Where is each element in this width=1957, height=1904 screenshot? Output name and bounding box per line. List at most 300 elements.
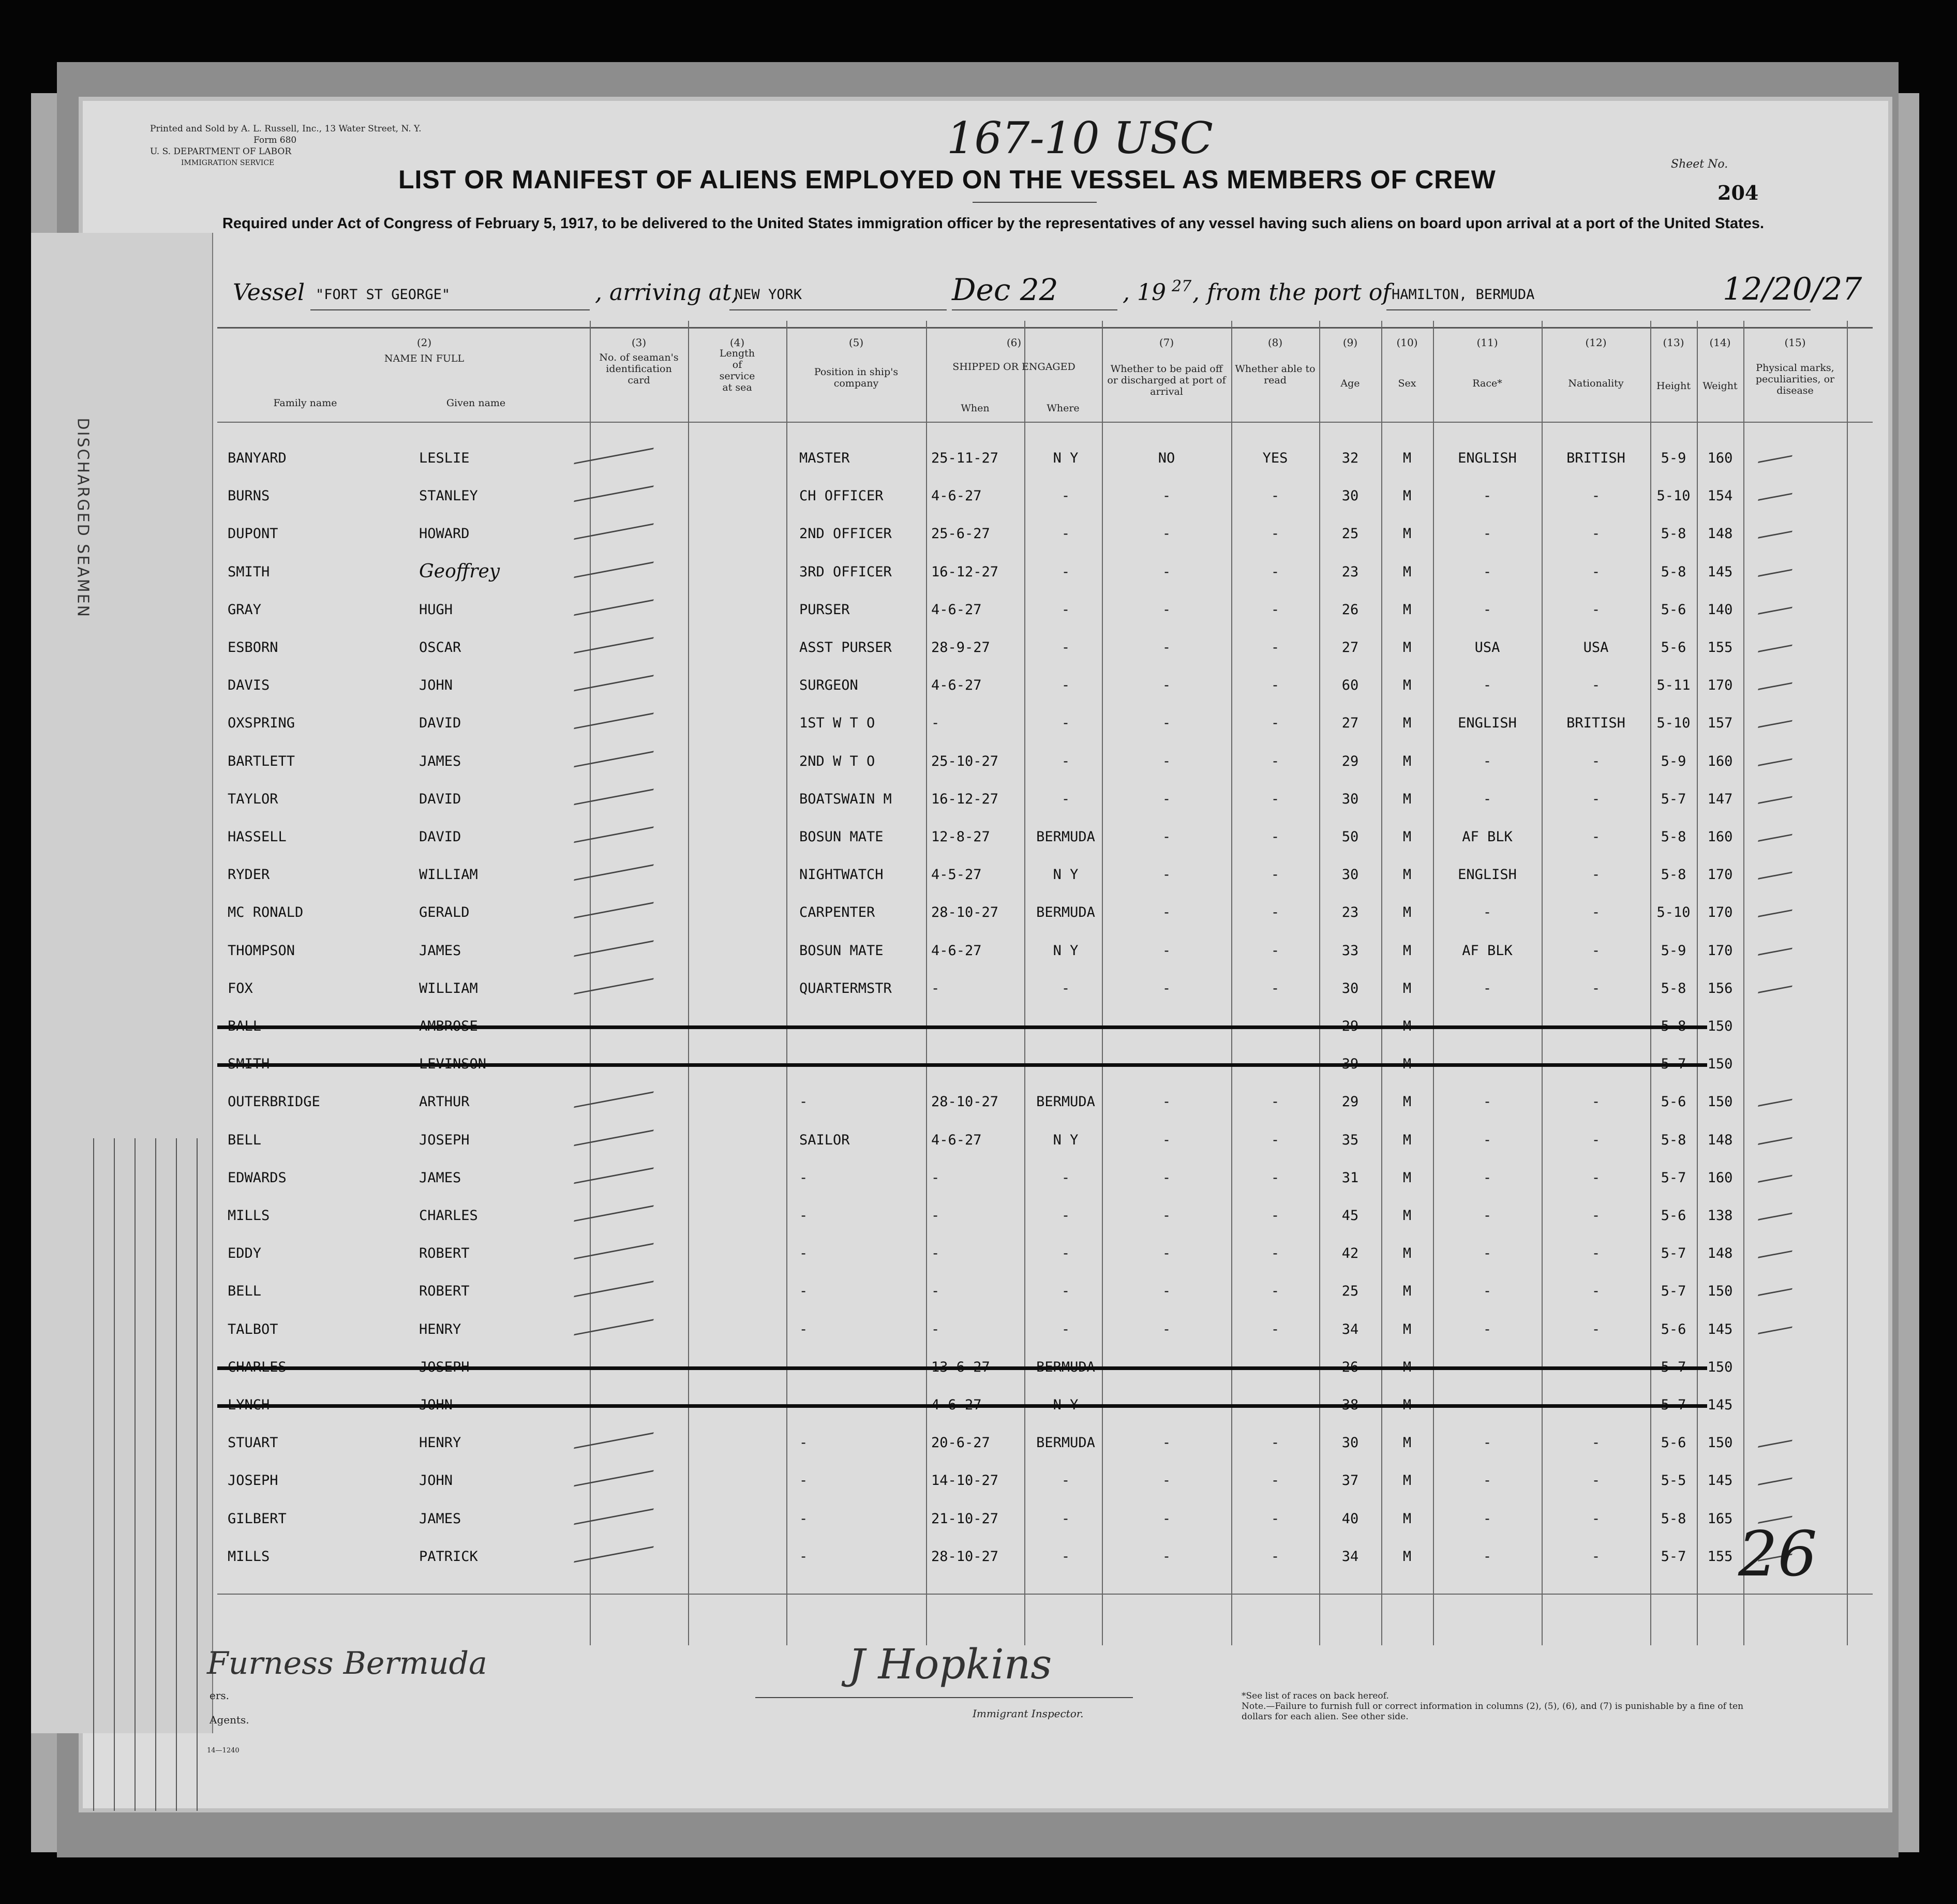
cell-nationality: - [1591,867,1601,883]
cell-where: N Y [1053,867,1079,883]
cell-when: 12-8-27 [931,829,990,845]
cell-read: - [1271,526,1280,542]
cell-given: JOHN [419,677,453,694]
cell-sex: M [1402,904,1412,921]
strike-through-line [217,1366,1707,1370]
table-row [217,1283,1873,1320]
table-top-rule [217,327,1873,329]
table-row [217,753,1873,791]
cell-family: ESBORN [228,639,278,656]
cell-given: CHARLES [419,1208,478,1224]
cell-where: - [1061,563,1070,580]
footer-note-1: *See list of races on back hereof. [1242,1691,1389,1701]
cell-race: USA [1474,639,1500,656]
col6-where-label: Where [1047,403,1080,414]
col15-label: Physical marks, peculiarities, or disease [1755,362,1835,396]
cell-nationality: - [1591,1208,1601,1224]
cell-nationality: - [1591,526,1601,542]
cell-race: - [1483,1548,1492,1565]
cell-weight: 160 [1707,829,1733,845]
cell-race: - [1483,563,1492,580]
cell-age: 27 [1341,715,1359,732]
cell-weight: 165 [1707,1510,1733,1527]
cell-sex: M [1402,1321,1412,1337]
cell-height: 5-10 [1656,715,1691,732]
cell-when: 4-6-27 [931,677,982,694]
cell-sex: M [1402,450,1412,466]
inspector-label: Immigrant Inspector. [973,1707,1084,1720]
cell-read: - [1271,753,1280,769]
cell-height: 5-9 [1661,942,1686,959]
cell-where: - [1061,639,1070,656]
cell-nationality: BRITISH [1566,715,1625,732]
cell-height: 5-5 [1661,1472,1686,1489]
cell-where: - [1061,980,1070,996]
arriving-port: NEW YORK [735,287,802,303]
cell-age: 45 [1341,1208,1359,1224]
cell-position: MASTER [799,450,850,466]
cell-paid: - [1162,980,1171,996]
cell-weight: 154 [1707,488,1733,504]
cell-nationality: - [1591,1472,1601,1489]
cell-read: - [1271,904,1280,921]
cell-paid: - [1162,1208,1171,1224]
cell-where: - [1061,601,1070,618]
cell-read: - [1271,980,1280,996]
cell-sex: M [1402,488,1412,504]
cell-family: HASSELL [228,829,287,845]
cell-age: 30 [1341,1435,1359,1451]
cell-position: BOSUN MATE [799,942,884,959]
sheet-number: 204 [1717,181,1759,204]
cell-weight: 155 [1707,639,1733,656]
col5-num: (5) [848,336,864,349]
cell-position: 3RD OFFICER [799,563,892,580]
table-row [217,791,1873,828]
cell-position: - [799,1435,808,1451]
cell-race: - [1483,1132,1492,1148]
cell-family: MILLS [228,1548,270,1565]
table-row [217,1359,1873,1396]
cell-height: 5-10 [1656,488,1691,504]
cell-position: 1ST W T O [799,715,875,732]
cell-paid: - [1162,829,1171,845]
cell-height: 5-6 [1661,1321,1686,1337]
table-row [217,1056,1873,1093]
cell-read: - [1271,1548,1280,1565]
cell-read: - [1271,1169,1280,1186]
col2-given-label: Given name [446,397,506,409]
cell-paid: - [1162,791,1171,807]
cell-height: 5-6 [1661,1208,1686,1224]
printer-line-4: IMMIGRATION SERVICE [181,159,275,167]
cell-given: LESLIE [419,450,470,466]
cell-position: 2ND OFFICER [799,526,892,542]
strip-ruling [93,1138,207,1811]
cell-position: NIGHTWATCH [799,867,884,883]
cell-family: OUTERBRIDGE [228,1094,320,1110]
cell-read: - [1271,1283,1280,1300]
date-underline [952,309,1117,310]
discharged-seamen-strip [31,233,213,1733]
cell-where: - [1061,1321,1070,1337]
cell-paid: - [1162,639,1171,656]
table-row [217,1435,1873,1472]
col2-num: (2) [416,336,432,349]
cell-when: 4-6-27 [931,488,982,504]
cell-age: 29 [1341,753,1359,769]
cell-family: BELL [228,1132,262,1148]
cell-weight: 170 [1707,867,1733,883]
cell-position: PURSER [799,601,850,618]
cell-paid: - [1162,904,1171,921]
cell-given: OSCAR [419,639,461,656]
cell-race: - [1483,791,1492,807]
cell-when: 25-10-27 [931,753,999,769]
cell-race: - [1483,1321,1492,1337]
printer-line-3: U. S. DEPARTMENT OF LABOR [150,146,292,157]
col6-when-label: When [961,403,990,414]
cell-sex: M [1402,1169,1412,1186]
cell-given: DAVID [419,829,461,845]
cell-weight: 145 [1707,563,1733,580]
cell-where: - [1061,1510,1070,1527]
table-row [217,1208,1873,1245]
cell-given: PATRICK [419,1548,478,1565]
table-row [217,1170,1873,1207]
col8-num: (8) [1267,336,1283,349]
col2-label: NAME IN FULL [384,353,465,364]
cell-age: 30 [1341,791,1359,807]
discharged-seamen-label: DISCHARGED SEAMEN [73,418,92,619]
cell-position: SURGEON [799,677,858,694]
col13-label: Height [1656,380,1691,392]
cell-race: - [1483,526,1492,542]
strike-through-line [217,1025,1707,1029]
col10-num: (10) [1396,336,1418,349]
cell-weight: 150 [1707,1435,1733,1451]
cell-position: BOATSWAIN M [799,791,892,807]
cell-when: 28-10-27 [931,1094,999,1110]
col4-label: Length of service at sea [719,348,755,393]
cell-nationality: - [1591,829,1601,845]
cell-when: 14-10-27 [931,1472,999,1489]
col7-num: (7) [1159,336,1174,349]
table-row [217,1094,1873,1131]
cell-nationality: - [1591,904,1601,921]
cell-weight: 150 [1707,1283,1733,1300]
cell-read: - [1271,715,1280,732]
cell-position: 2ND W T O [799,753,875,769]
col3-label: No. of seaman's identification card [599,352,679,386]
cell-weight: 150 [1707,1359,1733,1375]
cell-given: Geoffrey [419,560,500,582]
cell-family: STUART [228,1435,278,1451]
cell-nationality: - [1591,488,1601,504]
page-subtitle: Required under Act of Congress of February 5, 1917, to be delivered to the United States immigration officer by the representatives of any vessel having such aliens on board upon arrival at a port of the United States. [222,215,1765,232]
cell-when: 28-10-27 [931,1548,999,1565]
col4-num: (4) [729,336,745,349]
cell-position: - [799,1548,808,1565]
cell-family: JOSEPH [228,1472,278,1489]
cell-age: 26 [1341,601,1359,618]
table-row [217,450,1873,487]
cell-sex: M [1402,829,1412,845]
cell-weight: 148 [1707,1245,1733,1262]
cell-sex: M [1402,1510,1412,1527]
table-row [217,1511,1873,1548]
cell-height: 5-9 [1661,450,1686,466]
cell-nationality: - [1591,1245,1601,1262]
col14-num: (14) [1709,336,1731,349]
cell-height: 5-8 [1661,829,1686,845]
cell-position: - [799,1321,808,1337]
cell-paid: - [1162,1094,1171,1110]
cell-sex: M [1402,677,1412,694]
cell-where: - [1061,1283,1070,1300]
cell-race: - [1483,1094,1492,1110]
cell-height: 5-9 [1661,753,1686,769]
cell-paid: - [1162,677,1171,694]
cell-height: 5-11 [1656,677,1691,694]
cell-family: GILBERT [228,1510,287,1527]
cell-given: JOSEPH [419,1132,470,1148]
cell-height: 5-7 [1661,1283,1686,1300]
cell-age: 42 [1341,1245,1359,1262]
cell-sex: M [1402,1094,1412,1110]
printer-info [150,123,422,169]
cell-position: - [799,1169,808,1186]
cell-age: 32 [1341,450,1359,466]
cell-where: BERMUDA [1036,1094,1095,1110]
crew-table [217,321,1873,1645]
cell-where: N Y [1053,942,1079,959]
from-port-label: , from the port of [1192,279,1391,306]
cell-read: - [1271,791,1280,807]
inspector-signature-line [755,1697,1133,1698]
table-row [217,526,1873,563]
cell-given: JAMES [419,942,461,959]
cell-read: - [1271,677,1280,694]
cell-where: - [1061,1208,1070,1224]
cell-nationality: - [1591,980,1601,996]
cell-height: 5-10 [1656,904,1691,921]
agents-signature: Furness Bermuda [207,1645,487,1682]
table-row [217,715,1873,752]
col8-label: Whether able to read [1235,363,1316,386]
cell-age: 30 [1341,488,1359,504]
cell-where: - [1061,753,1070,769]
col2-family-label: Family name [273,397,337,409]
cell-family: GRAY [228,601,262,618]
cell-read: - [1271,601,1280,618]
col3-num: (3) [631,336,647,349]
cell-age: 23 [1341,563,1359,580]
cell-sex: M [1402,1132,1412,1148]
cell-weight: 145 [1707,1321,1733,1337]
inspector-signature: J Hopkins [848,1640,1052,1688]
cell-read: - [1271,942,1280,959]
cell-when: 16-12-27 [931,563,999,580]
cell-read: - [1271,1510,1280,1527]
cell-given: DAVID [419,791,461,807]
table-row [217,560,1873,601]
cell-read: - [1271,829,1280,845]
form-number: 14—1240 [207,1747,240,1754]
cell-when: - [931,1321,940,1337]
cell-paid: - [1162,1548,1171,1565]
total-count-handwritten: 26 [1738,1519,1817,1590]
cell-when: 20-6-27 [931,1435,990,1451]
col12-label: Nationality [1568,378,1624,389]
table-row [217,602,1873,639]
cell-nationality: - [1591,563,1601,580]
strike-through-line [217,1404,1707,1408]
cell-weight: 145 [1707,1397,1733,1413]
cell-family: THOMPSON [228,942,295,959]
table-row [217,980,1873,1018]
cell-race: - [1483,1472,1492,1489]
cell-paid: - [1162,526,1171,542]
cell-weight: 157 [1707,715,1733,732]
table-row [217,1132,1873,1169]
cell-age: 23 [1341,904,1359,921]
col6-num: (6) [1006,336,1022,349]
cell-given: WILLIAM [419,980,478,996]
cell-given: HENRY [419,1435,461,1451]
cell-given: ROBERT [419,1245,470,1262]
handwritten-file-number: 167-10 USC [947,113,1213,163]
printer-line-2: Form 680 [253,135,297,145]
cell-where: - [1061,677,1070,694]
check-mark-col15 [1758,445,1796,463]
cell-family: BARTLETT [228,753,295,769]
cell-when: - [931,1245,940,1262]
cell-age: 30 [1341,980,1359,996]
cell-family: OXSPRING [228,715,295,732]
table-row [217,639,1873,677]
vessel-line [233,271,1888,310]
cell-position: - [799,1208,808,1224]
cell-age: 60 [1341,677,1359,694]
cell-paid: - [1162,942,1171,959]
table-row [217,1472,1873,1510]
footer-note-2: Note.—Failure to furnish full or correct information in columns (2), (5), (6), and (7) is punishable by a fine of ten dollars for each alien. See other side. [1242,1701,1744,1722]
col12-num: (12) [1585,336,1607,349]
cell-position: - [799,1283,808,1300]
cell-when: - [931,715,940,732]
cell-nationality: - [1591,1094,1601,1110]
from-underline [1386,309,1811,310]
col5-label: Position in ship's company [814,366,899,389]
cell-where: - [1061,1548,1070,1565]
cell-given: WILLIAM [419,867,478,883]
cell-sex: M [1402,563,1412,580]
cell-position: ASST PURSER [799,639,892,656]
col10-label: Sex [1398,378,1416,389]
cell-race: ENGLISH [1458,867,1517,883]
cell-position: - [799,1094,808,1110]
cell-given: JAMES [419,1510,461,1527]
cell-family: EDWARDS [228,1169,287,1186]
cell-nationality: - [1591,1510,1601,1527]
cell-sex: M [1402,1548,1412,1565]
title-underline [973,202,1097,203]
cell-paid: - [1162,1321,1171,1337]
cell-weight: 145 [1707,1472,1733,1489]
cell-given: ARTHUR [419,1094,470,1110]
cell-paid: - [1162,1510,1171,1527]
strike-through-line [217,1063,1707,1067]
page-title: LIST OR MANIFEST OF ALIENS EMPLOYED ON THE VESSEL AS MEMBERS OF CREW [398,165,1496,194]
cell-paid: - [1162,1169,1171,1186]
cell-height: 5-6 [1661,601,1686,618]
cell-family: MILLS [228,1208,270,1224]
cell-weight: 170 [1707,677,1733,694]
cell-weight: 156 [1707,980,1733,996]
cell-weight: 138 [1707,1208,1733,1224]
col15-num: (15) [1784,336,1806,349]
cell-sex: M [1402,601,1412,618]
cell-age: 34 [1341,1321,1359,1337]
cell-weight: 155 [1707,1548,1733,1565]
col9-label: Age [1340,378,1360,389]
cell-when: 4-6-27 [931,601,982,618]
cell-read: - [1271,1321,1280,1337]
cell-height: 5-6 [1661,1435,1686,1451]
cell-position: BOSUN MATE [799,829,884,845]
cell-when: - [931,1283,940,1300]
year-value: 27 [1172,277,1192,295]
year-label: , 19 [1123,279,1166,306]
col11-num: (11) [1476,336,1498,349]
cell-where: N Y [1053,1132,1079,1148]
cell-position: CH OFFICER [799,488,884,504]
cell-where: - [1061,526,1070,542]
cell-where: - [1061,1472,1070,1489]
table-row [217,1321,1873,1359]
cell-when: - [931,980,940,996]
cell-paid: - [1162,753,1171,769]
cell-where: - [1061,1245,1070,1262]
cell-height: 5-8 [1661,867,1686,883]
cell-when: 28-9-27 [931,639,990,656]
cell-weight: 150 [1707,1056,1733,1073]
cell-nationality: - [1591,1321,1601,1337]
cell-race: - [1483,753,1492,769]
cell-age: 50 [1341,829,1359,845]
cell-age: 34 [1341,1548,1359,1565]
cell-height: 5-8 [1661,980,1686,996]
cell-nationality: - [1591,942,1601,959]
cell-nationality: - [1591,791,1601,807]
cell-position: - [799,1510,808,1527]
cell-sex: M [1402,1283,1412,1300]
col14-label: Weight [1702,380,1738,392]
cell-weight: 170 [1707,904,1733,921]
cell-weight: 147 [1707,791,1733,807]
cell-sex: M [1402,1245,1412,1262]
cell-weight: 160 [1707,1169,1733,1186]
table-row [217,904,1873,942]
cell-paid: - [1162,601,1171,618]
vessel-underline [310,309,590,310]
table-row [217,943,1873,980]
cell-age: 35 [1341,1132,1359,1148]
cell-given: HOWARD [419,526,470,542]
cell-read: - [1271,639,1280,656]
cell-weight: 150 [1707,1094,1733,1110]
